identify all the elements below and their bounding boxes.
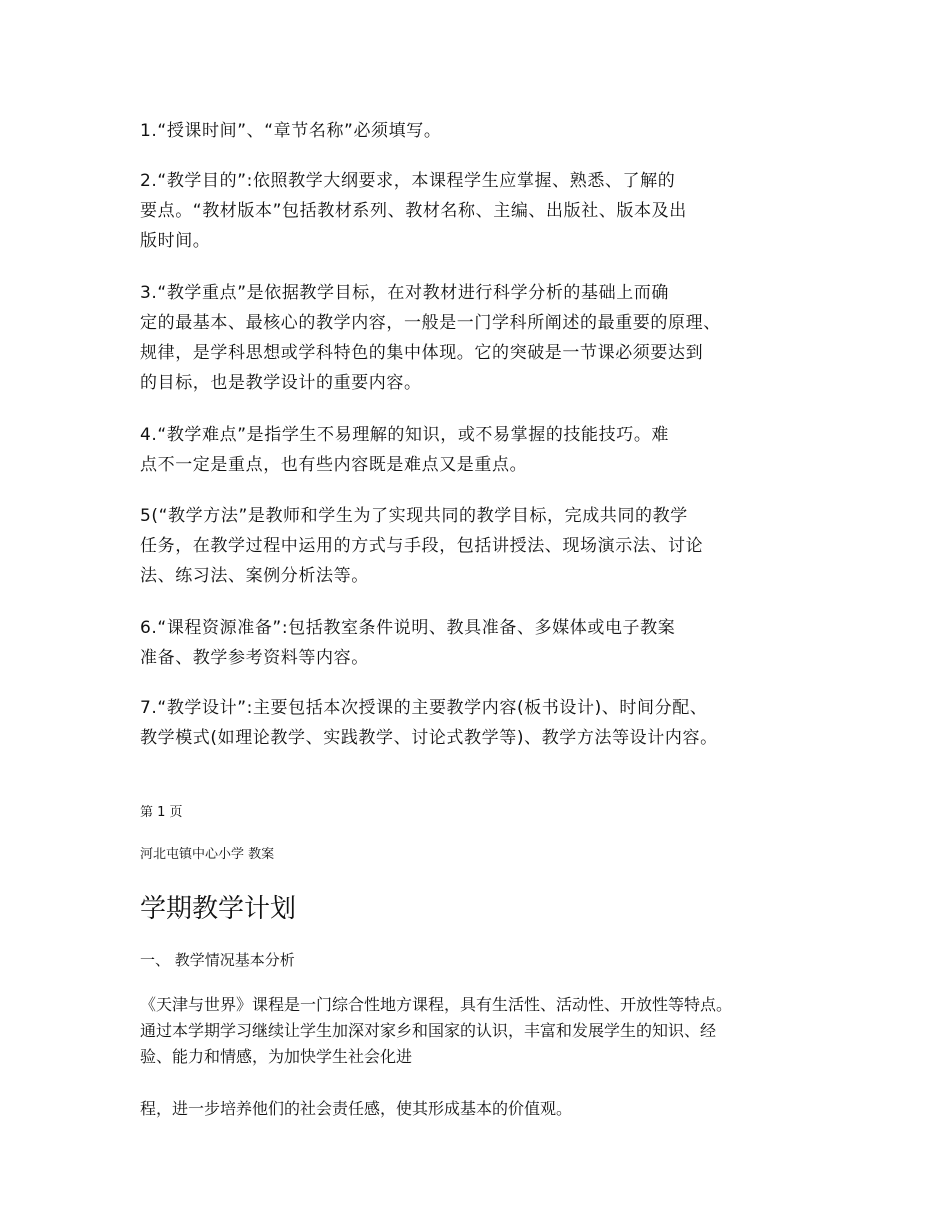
text-line: 验、能力和情感，为加快学生社会化进 — [140, 1047, 413, 1066]
instruction-5 — [140, 501, 830, 591]
analysis-paragraph-continued: 程，进一步培养他们的社会责任感，使其形成基本的价值观。 — [140, 1099, 573, 1118]
text-line: 6.“课程资源准备”:包括教室条件说明、教具准备、多媒体或电子教案 — [140, 618, 676, 638]
text-line: 规律，是学科思想或学科特色的集中体现。它的突破是一节课必须要达到 — [140, 343, 704, 363]
text-line: 任务，在教学过程中运用的方式与手段，包括讲授法、现场演示法、讨论 — [140, 536, 704, 556]
instruction-2 — [140, 166, 830, 256]
instruction-3 — [140, 278, 830, 398]
text-line: 的目标，也是教学设计的重要内容。 — [140, 373, 422, 393]
analysis-paragraph — [140, 992, 830, 1070]
text-line: 7.“教学设计”:主要包括本次授课的主要教学内容(板书设计)、时间分配、 — [140, 698, 708, 718]
text-line: 版时间。 — [140, 231, 211, 251]
instruction-7 — [140, 693, 830, 753]
text-line: 通过本学期学习继续让学生加深对家乡和国家的认识，丰富和发展学生的知识、经 — [140, 1021, 717, 1040]
school-name: 河北屯镇中心小学 教案 — [140, 847, 275, 862]
instruction-1 — [140, 116, 830, 146]
text-line: 1.“授课时间”、“章节名称”必须填写。 — [140, 121, 442, 141]
text-line: 要点。“教材版本”包括教材系列、教材名称、主编、出版社、版本及出 — [140, 201, 687, 221]
text-line: 点不一定是重点，也有些内容既是难点又是重点。 — [140, 455, 528, 475]
page-number: 第 1 页 — [140, 805, 183, 820]
text-line: 准备、教学参考资料等内容。 — [140, 648, 369, 668]
page-title: 学期教学计划 — [140, 894, 297, 924]
text-line: 法、练习法、案例分析法等。 — [140, 566, 369, 586]
instruction-6 — [140, 613, 830, 673]
text-line: 《天津与世界》课程是一门综合性地方课程，具有生活性、活动性、开放性等特点。 — [140, 995, 733, 1014]
text-line: 4.“教学难点”是指学生不易理解的知识，或不易掌握的技能技巧。难 — [140, 425, 670, 445]
text-line: 5(“教学方法”是教师和学生为了实现共同的教学目标，完成共同的教学 — [140, 506, 688, 526]
text-line: 2.“教学目的”:依照教学大纲要求，本课程学生应掌握、熟悉、了解的 — [140, 171, 676, 191]
text-line: 教学模式(如理论教学、实践教学、讨论式教学等)、教学方法等设计内容。 — [140, 728, 718, 748]
text-line: 3.“教学重点”是依据教学目标，在对教材进行科学分析的基础上而确 — [140, 283, 670, 303]
instruction-4 — [140, 420, 830, 480]
section-heading: 一、 教学情况基本分析 — [140, 951, 295, 969]
text-line: 定的最基本、最核心的教学内容，一般是一门学科所阐述的最重要的原理、 — [140, 313, 721, 333]
